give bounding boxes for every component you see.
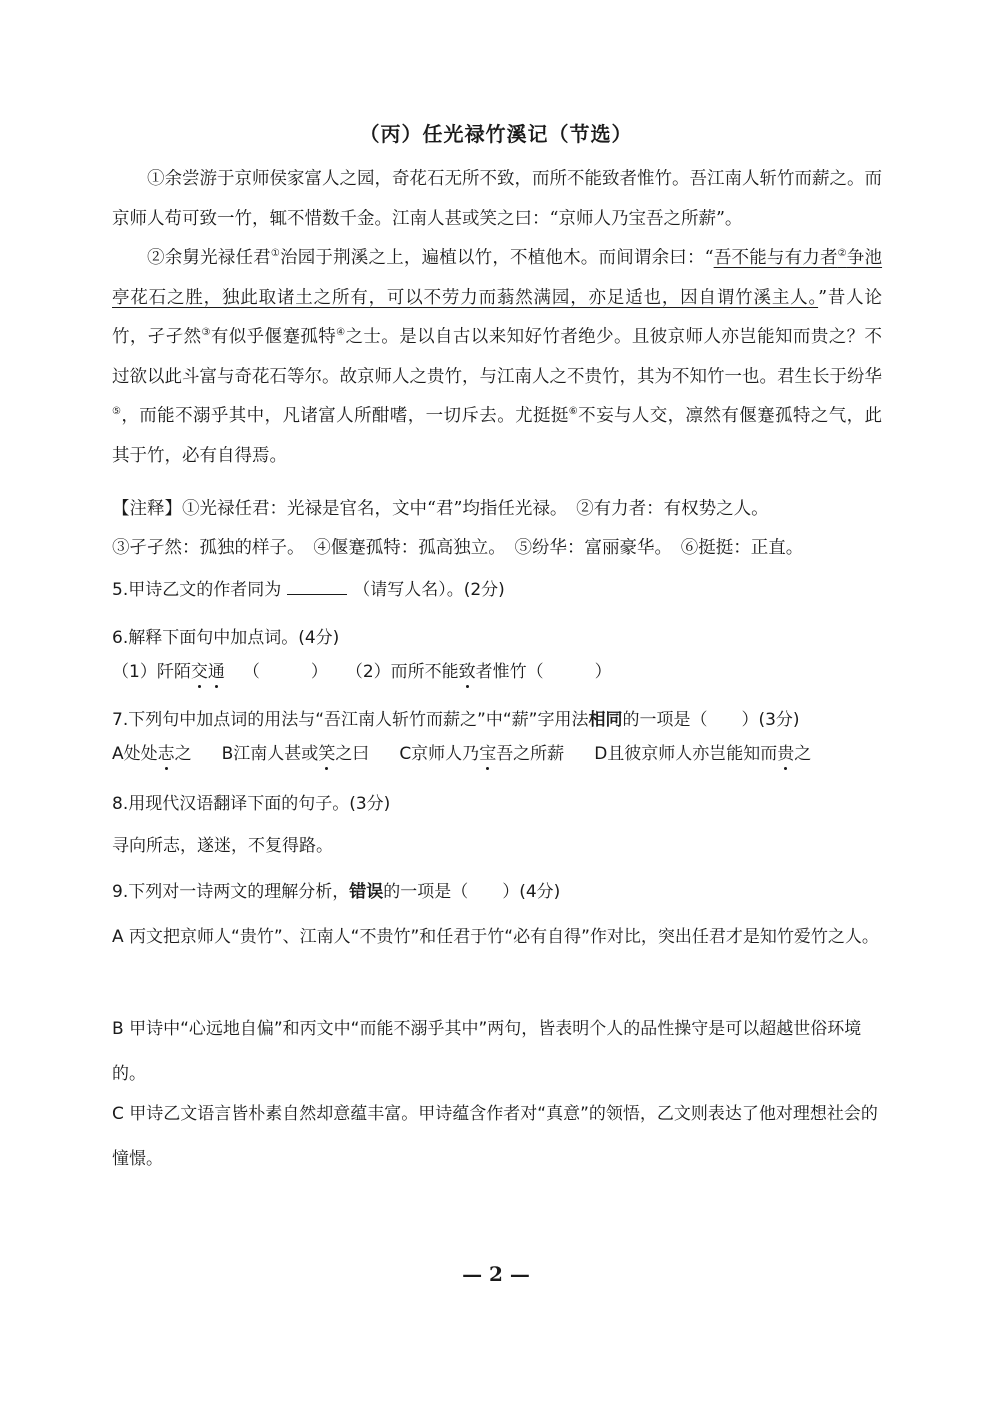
- q7-b-text1: B江南人甚或: [221, 744, 319, 764]
- q9-option-c[interactable]: C 甲诗乙文语言皆朴素自然却意蕴丰富。甲诗蕴含作者对“真意”的领悟，乙文则表达了他对理想社会的憧憬。: [112, 1104, 878, 1169]
- annotation-line-2: ③孑孑然：孤独的样子。 ④偃蹇孤特：孤高独立。 ⑤纷华：富丽豪华。 ⑥挺挺：正直。: [112, 538, 804, 558]
- q6-dotted-word-2: 通: [207, 662, 225, 682]
- q5-text-a: 5.甲诗乙文的作者同为: [112, 580, 282, 600]
- q6-item1-text: （1）阡陌: [112, 662, 191, 682]
- q9-option-b[interactable]: B 甲诗中“心远地自偏”和丙文中“而能不溺乎其中”两句，皆表明个人的品性操守是可以超越世俗环境的。: [112, 1019, 862, 1084]
- q6-item2-text: （2）而所不能: [345, 662, 459, 682]
- q6-dotted-word-3: 致: [458, 662, 476, 682]
- q7-text-b: 的一项是（ ）(3分): [622, 710, 800, 730]
- footnote-mark-1: ①: [270, 248, 281, 260]
- passage-title: （丙）任光禄竹溪记（节选）: [359, 122, 633, 146]
- q7-c-text2: 吾之所薪: [496, 744, 565, 764]
- q9-text-a: 9.下列对一诗两文的理解分析，: [112, 882, 350, 902]
- answer-blank[interactable]: [287, 580, 347, 595]
- q7-c-text1: C京师人乃: [399, 744, 480, 764]
- annotation-line-1: 【注释】①光禄任君：光禄是官名，文中“君”均指任光禄。 ②有力者：有权势之人。: [112, 499, 769, 519]
- underlined-text-b: 争池亭花石之胜，独此取诸土之所有，可以不劳力而蓊然满园，亦足适也，因自谓竹溪主人。: [112, 248, 883, 308]
- footnote-mark-3: ③: [201, 327, 211, 339]
- q6-dotted-word-1: 交: [190, 662, 208, 682]
- q7-a-text2: 之: [174, 744, 192, 764]
- passage-paragraph-2: [112, 239, 882, 476]
- p2-text-e: 之士。是以自古以来知好竹者绝少。且彼京师人亦岂能知而贵之？不过欲以此斗富与奇花石等尔。故京师人之贵竹，与江南人之不贵竹，其为不知竹一也。君生长于纷华: [112, 327, 883, 387]
- q7-text-a: 7.下列句中加点词的用法与“吾江南人斩竹而薪之”中“薪”字用法: [112, 710, 589, 730]
- annotations: [112, 490, 892, 568]
- q6-item1-blank[interactable]: （ ）: [242, 662, 328, 682]
- footnote-mark-5: ⑤: [112, 406, 122, 418]
- question-6-items: [112, 654, 887, 690]
- question-8-sentence: 寻向所志，遂迷，不复得路。: [112, 836, 333, 856]
- question-9: [112, 874, 887, 910]
- q5-text-b: （请写人名）。(2分): [353, 580, 505, 600]
- footnote-mark-2: ②: [837, 248, 847, 260]
- q7-option-d[interactable]: [594, 744, 811, 764]
- p2-text-d: 有似乎偃蹇孤特: [210, 327, 337, 347]
- p2-text-b: 治园于荆溪之上，遍植以竹，不植他木。而间谓余曰：“: [280, 248, 714, 268]
- q7-d-dotted: 贵: [777, 744, 795, 764]
- p2-text-c: ”昔人论竹，孑孑然: [112, 287, 882, 347]
- q7-b-text2: 之曰: [335, 744, 370, 764]
- q7-a-dotted: 志: [157, 744, 175, 764]
- q7-option-c[interactable]: [399, 744, 564, 764]
- q7-emphasis: 相同: [588, 710, 623, 730]
- q6-item2-blank[interactable]: 者惟竹（ ）: [475, 662, 612, 682]
- question-7-options: [112, 736, 887, 772]
- p2-text-g: 不妄与人交，凛然有偃蹇孤特之气，此其于竹，必有自得焉。: [112, 406, 883, 466]
- q7-option-b[interactable]: [222, 744, 370, 764]
- page-number: — 2 —: [462, 1262, 530, 1286]
- q7-option-a[interactable]: [112, 744, 192, 764]
- q7-a-text1: A处处: [112, 744, 158, 764]
- q7-d-text2: 之: [794, 744, 812, 764]
- q9-option-a[interactable]: A 丙文把京师人“贵竹”、江南人“不贵竹”和任君于竹“必有自得”作对比，突出任君才是知竹爱竹之人。: [112, 927, 879, 947]
- q7-b-dotted: 笑: [318, 744, 336, 764]
- q9-text-b: 的一项是（ ）(4分): [383, 882, 561, 902]
- footnote-mark-6: ⑥: [568, 406, 579, 418]
- underlined-text-a: 吾不能与有力者: [713, 248, 838, 268]
- q7-c-dotted: 宝: [479, 744, 497, 764]
- passage-paragraph-1: ①余尝游于京师侯家富人之园，奇花石无所不致，而所不能致者惟竹。吾江南人斩竹而薪之。而京师人苟可致一竹，辄不惜数千金。江南人甚或笑之曰：“京师人乃宝吾之所薪”。: [112, 169, 882, 229]
- classical-passage: [112, 160, 882, 476]
- question-7: [112, 702, 887, 738]
- q9-emphasis: 错误: [349, 882, 384, 902]
- question-5: [112, 572, 887, 608]
- footnote-mark-4: ④: [336, 327, 346, 339]
- question-6: 6.解释下面句中加点词。(4分): [112, 628, 340, 648]
- p2-text-a: ②余舅光禄任君: [147, 248, 271, 268]
- q7-d-text1: D且彼京师人亦岂能知而: [594, 744, 778, 764]
- p2-text-f: ，而能不溺乎其中，凡诸富人所酣嗜，一切斥去。尤挺挺: [121, 406, 569, 426]
- question-8: 8.用现代汉语翻译下面的句子。(3分): [112, 794, 391, 814]
